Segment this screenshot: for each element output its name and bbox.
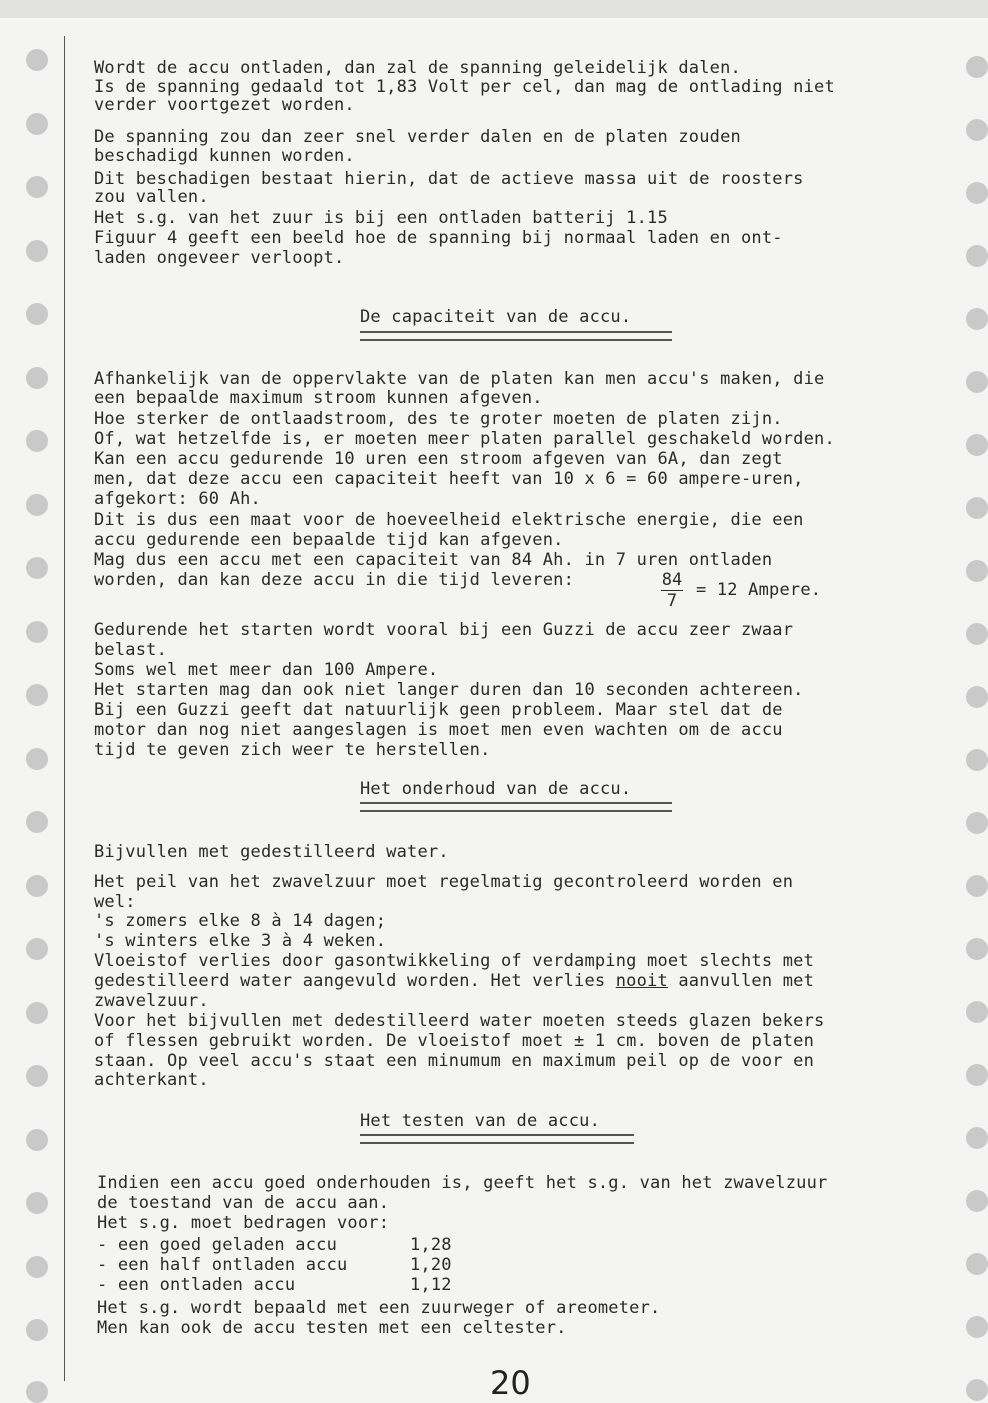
page-number: 20 [490,1364,531,1402]
text-line: Kan een accu gedurende 10 uren een stroom afgeven van 6A, dan zegt [94,449,783,469]
text-line: tijd te geven zich weer te herstellen. [94,740,491,760]
binding-hole [966,1316,988,1338]
text-line: verder voortgezet worden. [94,95,355,115]
list-item: - een half ontladen accu [97,1255,348,1275]
text-line: Soms wel met meer dan 100 Ampere. [94,660,439,680]
binding-hole [26,938,48,960]
text-line: laden ongeveer verloopt. [94,248,345,268]
text-segment: gedestilleerd water aangevuld worden. Het verlies [94,971,606,991]
text-line: Het s.g. van het zuur is bij een ontladen batterij 1.15 [94,208,668,228]
binding-hole [966,686,988,708]
binding-hole [26,1256,48,1278]
text-line: Het starten mag dan ook niet langer duren dan 10 seconden achtereen. [94,680,804,700]
binding-hole [26,1381,48,1403]
binding-hole [966,1379,988,1401]
binding-hole [966,1253,988,1275]
text-line: Gedurende het starten wordt vooral bij een Guzzi de accu zeer zwaar [94,620,794,640]
section-heading: De capaciteit van de accu. [360,307,632,327]
binding-hole [966,371,988,393]
binding-hole [26,49,48,71]
text-line: Voor het bijvullen met dedestilleerd water moeten steeds glazen bekers [94,1011,825,1031]
binding-hole [26,430,48,452]
text-line: Dit is dus een maat voor de hoeveelheid elektrische energie, die een [94,510,804,530]
text-line: Afhankelijk van de oppervlakte van de platen kan men accu's maken, die [94,369,825,389]
text-line: Vloeistof verlies door gasontwikkeling of verdamping moet slechts met [94,951,815,971]
text-line: de toestand van de accu aan. [97,1193,390,1213]
binding-hole [966,749,988,771]
binding-hole [26,303,48,325]
list-item: - een goed geladen accu [97,1235,338,1255]
text-line: Het peil van het zwavelzuur moet regelmatig gecontroleerd worden en [94,872,794,892]
text-line: Wordt de accu ontladen, dan zal de spanning geleidelijk dalen. [94,58,741,78]
text-line: motor dan nog niet aangeslagen is moet men even wachten om de accu [94,720,783,740]
binding-hole [966,119,988,141]
binding-hole [966,938,988,960]
binding-hole [966,308,988,330]
text-line: of flessen gebruikt worden. De vloeistof moet ± 1 cm. boven de platen [94,1031,815,1051]
double-underline [360,331,672,341]
text-line: Dit beschadigen bestaat hierin, dat de actieve massa uit de roosters [94,169,804,189]
binding-hole [966,182,988,204]
fraction-result: = 12 Ampere. [696,580,822,600]
binding-hole [966,434,988,456]
binding-hole [26,748,48,770]
text-line: Het s.g. wordt bepaald met een zuurweger of areometer. [97,1298,661,1318]
text-line: accu gedurende een bepaalde tijd kan afgeven. [94,530,564,550]
binding-hole [966,1190,988,1212]
scan-top-edge [0,0,988,18]
binding-hole [966,560,988,582]
text-line: Of, wat hetzelfde is, er moeten meer platen parallel geschakeld worden. [94,429,835,449]
text-line: Figuur 4 geeft een beeld hoe de spanning bij normaal laden en ont- [94,228,783,248]
text-line: 's winters elke 3 à 4 weken. [94,931,387,951]
binding-hole [966,1001,988,1023]
section-heading: Het onderhoud van de accu. [360,779,632,799]
binding-hole [966,623,988,645]
binding-hole [26,684,48,706]
binding-hole [26,811,48,833]
binding-hole [26,1065,48,1087]
text-line: staan. Op veel accu's staat een minumum en maximum peil op de voor en [94,1051,815,1071]
binding-hole [966,245,988,267]
margin-rule [64,36,65,1381]
text-line: zwavelzuur. [94,991,209,1011]
binding-hole [26,1319,48,1341]
text-line: afgekort: 60 Ah. [94,489,261,509]
text-line: Bijvullen met gedestilleerd water. [94,842,449,862]
text-line: De spanning zou dan zeer snel verder dalen en de platen zouden [94,127,741,147]
binding-hole [26,1129,48,1151]
text-line: Hoe sterker de ontlaadstroom, des te groter moeten de platen zijn. [94,409,783,429]
text-line: wel: [94,892,136,912]
list-value: 1,20 [410,1255,452,1275]
binding-hole [966,497,988,519]
binding-hole [26,367,48,389]
binding-hole [966,1064,988,1086]
text-line: worden, dan kan deze accu in die tijd leveren: [94,570,575,590]
binding-hole [26,875,48,897]
double-underline [360,1134,634,1144]
text-segment: aanvullen met [678,971,815,991]
binding-hole [26,1002,48,1024]
text-line: beschadigd kunnen worden. [94,146,355,166]
text-line: Is de spanning gedaald tot 1,83 Volt per cel, dan mag de ontlading niet [94,77,835,97]
text-line: Mag dus een accu met een capaciteit van 84 Ah. in 7 uren ontladen [94,550,773,570]
binding-hole [966,875,988,897]
emphasis-nooit: nooit [615,971,668,991]
text-line: belast. [94,640,168,660]
binding-hole [26,621,48,643]
list-value: 1,28 [410,1235,452,1255]
text-line: Indien een accu goed onderhouden is, geeft het s.g. van het zwavelzuur [97,1173,828,1193]
binding-hole [26,176,48,198]
binding-hole [26,1192,48,1214]
fraction-denominator: 7 [666,591,678,611]
list-value: 1,12 [410,1275,452,1295]
fraction-numerator: 84 [661,570,683,590]
list-item: - een ontladen accu [97,1275,296,1295]
fraction [661,571,683,610]
binding-hole [26,240,48,262]
binding-hole [26,494,48,516]
section-heading: Het testen van de accu. [360,1111,601,1131]
text-line: Bij een Guzzi geeft dat natuurlijk geen probleem. Maar stel dat de [94,700,783,720]
text-line: zou vallen. [94,187,209,207]
text-line: 's zomers elke 8 à 14 dagen; [94,911,387,931]
binding-hole [26,557,48,579]
binding-hole [966,812,988,834]
text-line: men, dat deze accu een capaciteit heeft van 10 x 6 = 60 ampere-uren, [94,469,804,489]
text-line: Het s.g. moet bedragen voor: [97,1213,390,1233]
binding-hole [966,56,988,78]
binding-hole [26,113,48,135]
double-underline [360,802,672,812]
binding-hole [966,1127,988,1149]
text-line: achterkant. [94,1070,209,1090]
text-line: Men kan ook de accu testen met een celtester. [97,1318,567,1338]
text-line: een bepaalde maximum stroom kunnen afgeven. [94,388,543,408]
text-line [94,971,814,991]
